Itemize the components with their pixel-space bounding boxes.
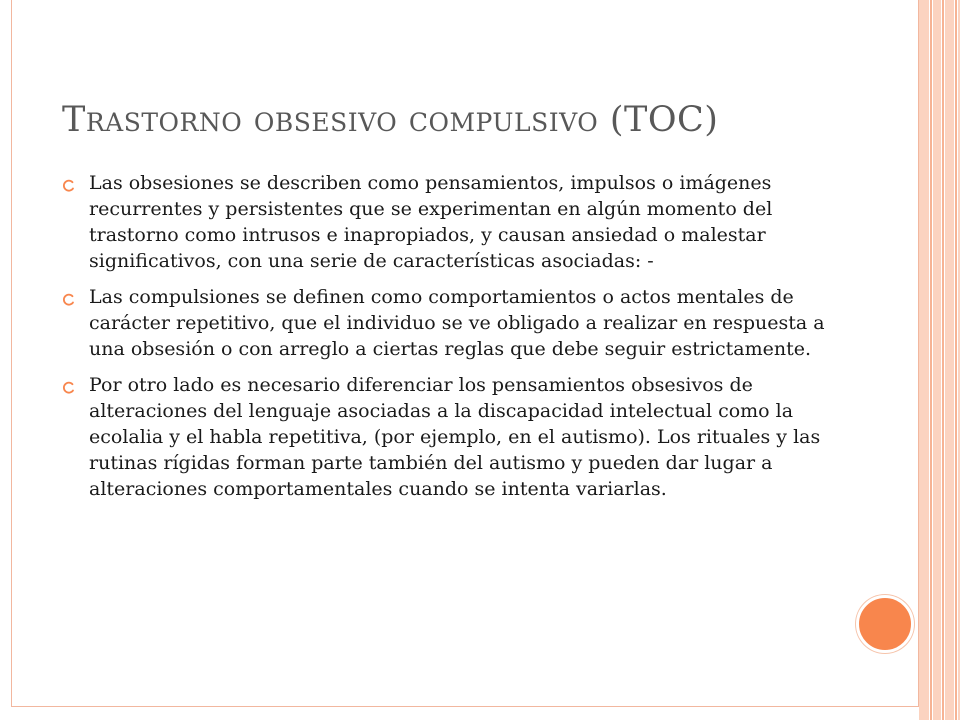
bullet-text: Por otro lado es necesario diferenciar los pensamientos obsesivos de alteraciones del lenguaje asociadas a la discapacidad intelectual como la ecolalia y el habla repetitiva, (por ejemplo, en el autismo). Los rituales y las rutinas rígidas forman parte también del autismo y pueden dar lugar a alteraciones comportamentales cuando se intenta variarlas. <box>89 374 821 500</box>
slide-title: Trastorno obsesivo compulsivo (TOC) <box>62 100 719 140</box>
bullet-item <box>62 372 837 502</box>
decorative-stripes <box>919 0 960 720</box>
stripe-band <box>945 0 954 720</box>
orange-circle-decoration <box>856 595 914 653</box>
stripe-band <box>919 0 929 720</box>
hollow-arc-bullet-icon <box>62 179 75 192</box>
bullet-list <box>62 170 837 512</box>
stripe-band <box>933 0 941 720</box>
bullet-text: Las obsesiones se describen como pensamientos, impulsos o imágenes recurrentes y persistentes que se experimentan en algún momento del trastorno como intrusos e inapropiados, y causan ansiedad o malestar significativos, con una serie de características asociadas: - <box>89 172 773 272</box>
bullet-text: Las compulsiones se definen como comportamientos o actos mentales de carácter repetitivo, que el individuo se ve obligado a realizar en respuesta a una obsesión o con arreglo a ciertas reglas que debe seguir estrictamente. <box>89 286 825 360</box>
hollow-arc-bullet-icon <box>62 293 75 306</box>
stripe-line <box>930 0 932 720</box>
bullet-item <box>62 284 837 362</box>
stripe-line <box>942 0 944 720</box>
bullet-item <box>62 170 837 274</box>
hollow-arc-bullet-icon <box>62 381 75 394</box>
stripe-line <box>955 0 957 720</box>
